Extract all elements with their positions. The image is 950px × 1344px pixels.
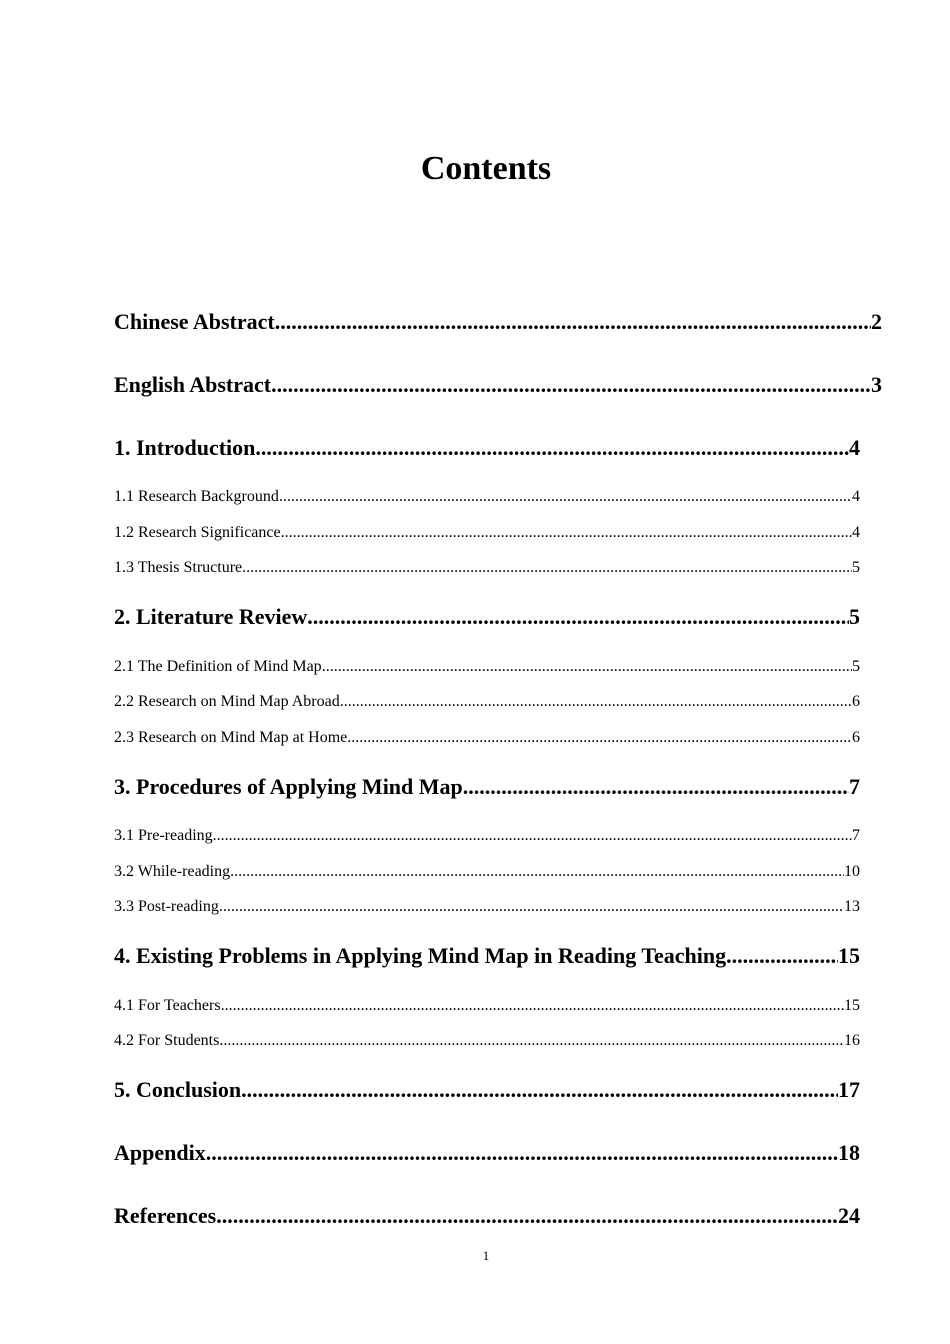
dot-leader [221, 995, 844, 1017]
toc-entry-label: 1. Introduction [114, 435, 256, 460]
toc-entry-page: 4 [852, 524, 860, 541]
dot-leader [219, 896, 844, 918]
dot-leader [281, 522, 852, 544]
toc-entry-research-abroad[interactable] [114, 691, 860, 713]
toc-entry-label: 2.3 Research on Mind Map at Home [114, 729, 348, 746]
dot-leader [216, 1201, 838, 1231]
toc-entry-english-abstract[interactable] [114, 370, 882, 400]
toc-entry-definition-of-mind-map[interactable] [114, 656, 860, 678]
toc-entry-label: 5. Conclusion [114, 1077, 242, 1102]
toc-entry-appendix[interactable] [114, 1138, 860, 1168]
dot-leader [307, 602, 849, 632]
dot-leader [726, 941, 838, 971]
dot-leader [340, 691, 852, 713]
toc-entry-thesis-structure[interactable] [114, 557, 860, 579]
toc-entry-page: 13 [844, 898, 860, 915]
dot-leader [279, 486, 852, 508]
toc-entry-page: 3 [871, 372, 882, 397]
toc-entry-page: 24 [838, 1203, 860, 1228]
toc-entry-page: 5 [852, 559, 860, 576]
toc-entry-literature-review[interactable] [114, 602, 860, 632]
toc-entry-research-at-home[interactable] [114, 727, 860, 749]
toc-entry-label: 2. Literature Review [114, 604, 308, 629]
toc-entry-page: 4 [849, 435, 860, 460]
dot-leader [241, 1075, 838, 1105]
toc-entry-label: 3.1 Pre-reading [114, 827, 213, 844]
toc-entry-label: 1.1 Research Background [114, 488, 279, 505]
toc-entry-page: 6 [852, 693, 860, 710]
toc-entry-label: 4.2 For Students [114, 1032, 220, 1049]
toc-entry-label: 3.2 While-reading [114, 863, 231, 880]
page-number: 1 [482, 1248, 490, 1263]
toc-entry-page: 4 [852, 488, 860, 505]
toc-entry-page: 15 [844, 997, 860, 1014]
dot-leader [322, 656, 852, 678]
dot-leader [347, 727, 852, 749]
toc-entry-page: 16 [844, 1032, 860, 1049]
toc-entry-label: 3.3 Post-reading [114, 898, 219, 915]
toc-entry-pre-reading[interactable] [114, 825, 860, 847]
dot-leader [242, 557, 852, 579]
toc-entry-references[interactable] [114, 1201, 860, 1231]
dot-leader [219, 1030, 844, 1052]
dot-leader [271, 370, 871, 400]
toc-entry-research-background[interactable] [114, 486, 860, 508]
toc-entry-page: 6 [852, 729, 860, 746]
toc-entry-post-reading[interactable] [114, 896, 860, 918]
toc-entry-label: 1.3 Thesis Structure [114, 559, 243, 576]
toc-entry-page: 18 [838, 1140, 860, 1165]
toc-entry-page: 5 [852, 658, 860, 675]
toc-entry-page: 17 [838, 1077, 860, 1102]
toc-entry-procedures[interactable] [114, 772, 860, 802]
toc-entry-label: 2.1 The Definition of Mind Map [114, 658, 322, 675]
toc-entry-label: References [114, 1203, 217, 1228]
toc-entry-page: 2 [871, 309, 882, 334]
toc-entry-introduction[interactable] [114, 433, 860, 463]
toc-entry-page: 7 [849, 774, 860, 799]
toc-entry-label: Chinese Abstract [114, 309, 275, 334]
dot-leader [230, 861, 844, 883]
toc-entry-label: 1.2 Research Significance [114, 524, 281, 541]
toc-entry-label: Appendix [114, 1140, 206, 1165]
toc-entry-existing-problems[interactable] [114, 941, 860, 971]
toc-entry-label: 4. Existing Problems in Applying Mind Map in Reading Teaching [114, 943, 727, 968]
toc-entry-page: 10 [844, 863, 860, 880]
toc-entry-research-significance[interactable] [114, 522, 860, 544]
toc-entry-label: 2.2 Research on Mind Map Abroad [114, 693, 340, 710]
toc-entry-page: 15 [838, 943, 860, 968]
toc-entry-for-teachers[interactable] [114, 995, 860, 1017]
dot-leader [213, 825, 852, 847]
toc-entry-while-reading[interactable] [114, 861, 860, 883]
toc-entry-chinese-abstract[interactable] [114, 307, 882, 337]
toc-entry-page: 7 [852, 827, 860, 844]
dot-leader [275, 307, 871, 337]
toc-entry-page: 5 [849, 604, 860, 629]
toc-entry-for-students[interactable] [114, 1030, 860, 1052]
dot-leader [463, 772, 849, 802]
dot-leader [206, 1138, 838, 1168]
toc-entry-label: 4.1 For Teachers [114, 997, 221, 1014]
toc-entry-conclusion[interactable] [114, 1075, 860, 1105]
toc-entry-label: English Abstract [114, 372, 272, 397]
toc-entry-label: 3. Procedures of Applying Mind Map [114, 774, 463, 799]
dot-leader [255, 433, 849, 463]
page-title: Contents [420, 150, 552, 187]
